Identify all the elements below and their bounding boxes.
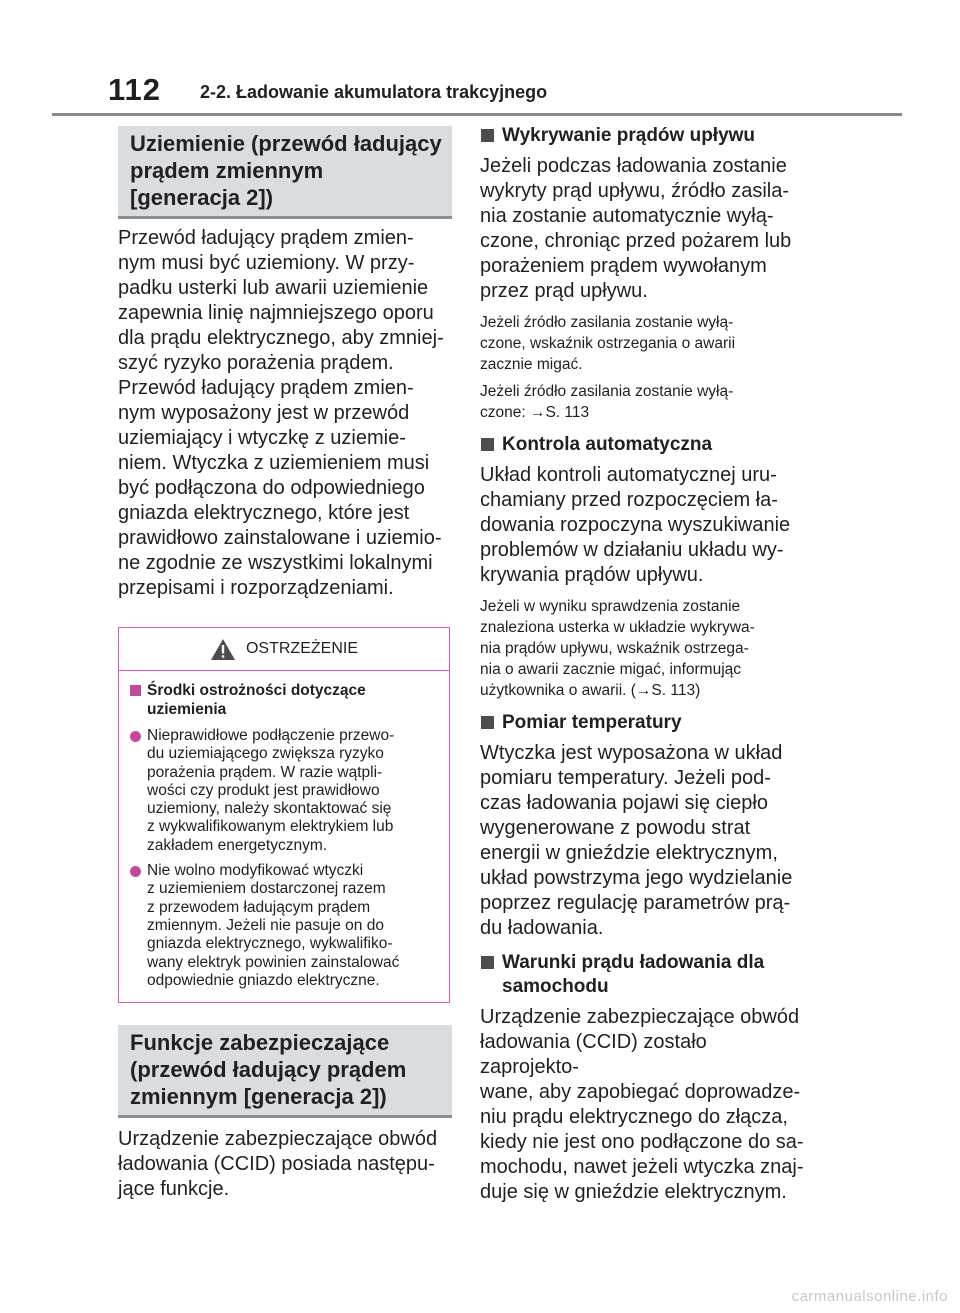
- section-heading-line: (przewód ładujący prądem: [130, 1057, 407, 1083]
- text-line: poprzez regulację parametrów prą-: [480, 892, 791, 914]
- text-line: znaleziona usterka w układzie wykrywa-: [480, 619, 755, 636]
- grounding-paragraph: [118, 226, 452, 601]
- text-line: gniazda elektrycznego, które jest: [118, 502, 410, 524]
- warning-box: [118, 627, 450, 1003]
- text-line: gniazda elektrycznego, wykwalifiko-: [147, 935, 393, 953]
- page-number: 112: [108, 72, 162, 107]
- text-line: ładowania (CCID) zostało zaprojekto-: [480, 1031, 707, 1078]
- text-line: Przewód ładujący prądem zmien-: [118, 227, 414, 249]
- text-line: Jeżeli źródło zasilania zostanie wyłą-: [480, 383, 734, 400]
- text-line: pomiaru temperatury. Jeżeli pod-: [480, 767, 771, 789]
- round-bullet-icon: [130, 731, 141, 742]
- square-bullet-icon: [481, 716, 494, 729]
- text-line: duje się w gnieździe elektrycznym.: [480, 1181, 787, 1203]
- leakage-detection-paragraph: [480, 154, 804, 304]
- text-line: Środki ostrożności dotyczące: [147, 682, 366, 699]
- square-bullet-icon: [481, 129, 494, 142]
- text-line: czone, wskaźnik ostrzegania o awarii: [480, 335, 736, 352]
- text-line: przepisami i rozporządzeniami.: [118, 577, 394, 599]
- text-line: du ładowania.: [480, 917, 604, 939]
- text-line: zakładem energetycznym.: [147, 836, 328, 854]
- subheading-text: Pomiar temperatury: [502, 712, 682, 733]
- text-line: porażeniem prądem wywołanym: [480, 255, 767, 277]
- text-line: Nie wolno modyfikować wtyczki: [147, 862, 364, 880]
- chapter-title: 2-2. Ładowanie akumulatora trakcyjnego: [200, 82, 548, 102]
- text-line: mochodu, nawet jeżeli wtyczka znaj-: [480, 1156, 804, 1178]
- text-line: krywania prądów upływu.: [480, 564, 704, 586]
- text-line: odpowiednie gniazdo elektryczne.: [147, 971, 380, 989]
- text-line: czone, chroniąc przed pożarem lub: [480, 230, 792, 252]
- warning-item: [129, 727, 439, 855]
- text-line: nym wyposażony jest w przewód: [118, 402, 410, 424]
- text-line: kiedy nie jest ono podłączone do sa-: [480, 1131, 804, 1153]
- subheading-text: Warunki prądu ładowania dla: [502, 952, 765, 973]
- text-line: z uziemieniem dostarczonej razem: [147, 880, 386, 898]
- text-line: chamiany przed rozpoczęciem ła-: [480, 489, 778, 511]
- page-header: [0, 0, 960, 116]
- square-bullet-icon: [481, 438, 494, 451]
- text-line: przez prąd upływu.: [480, 280, 648, 302]
- section-heading-line: Uziemienie (przewód ładujący: [130, 131, 442, 156]
- text-line: szyć ryzyko porażenia prądem.: [118, 352, 394, 374]
- warning-title-bar: [119, 628, 449, 671]
- warning-item: [129, 862, 439, 990]
- page-reference-link[interactable]: czone: →S. 113: [480, 404, 590, 421]
- text-line: du uziemiającego zwiększa ryzyko: [147, 745, 384, 763]
- section-heading-line: prądem zmiennym: [130, 158, 324, 183]
- text-line: Wtyczka jest wyposażona w układ: [480, 742, 783, 764]
- text-line: zmiennym. Jeżeli nie pasuje on do: [147, 916, 384, 934]
- text-line: Jeżeli podczas ładowania zostanie: [480, 155, 787, 177]
- text-line: prawidłowo zainstalowane i uziemio-: [118, 527, 442, 549]
- text-line: Nieprawidłowe podłączenie przewo-: [147, 727, 395, 744]
- right-column: [480, 124, 804, 1205]
- text-line: padku usterki lub awarii uziemienie: [118, 277, 429, 299]
- text-line: dowania rozpoczyna wyszukiwanie: [480, 514, 791, 536]
- warning-triangle-icon: [210, 638, 236, 661]
- text-line: ładowania (CCID) posiada następu-: [118, 1153, 435, 1176]
- text-line: wany elektryk powinien zainstalować: [147, 953, 400, 971]
- header-divider: [52, 113, 902, 116]
- text-line: energii w gnieździe elektrycznym,: [480, 842, 778, 864]
- text-line: dla prądu elektrycznego, aby zmniej-: [118, 327, 444, 349]
- warning-subheading: [129, 681, 439, 719]
- text-line: czas ładowania pojawi się ciepło: [480, 792, 768, 814]
- text-line: jące funkcje.: [118, 1178, 230, 1201]
- text-line: nym musi być uziemiony. W przy-: [118, 252, 415, 274]
- text-line: Jeżeli w wyniku sprawdzenia zostanie: [480, 598, 741, 615]
- left-column: [118, 126, 452, 1202]
- text-line: nia prądów upływu, wskaźnik ostrzega-: [480, 640, 749, 657]
- square-bullet-icon: [130, 685, 141, 696]
- subheading-leakage-detection: [480, 124, 804, 148]
- warning-title: OSTRZEŻENIE: [245, 640, 358, 657]
- text-line: Układ kontroli automatycznej uru-: [480, 464, 777, 486]
- protection-functions-paragraph: [118, 1127, 452, 1202]
- text-line: Urządzenie zabezpieczające obwód: [480, 1006, 800, 1028]
- text-line: ne zgodnie ze wszystkimi lokalnymi: [118, 552, 433, 574]
- text-line: zacznie migać.: [480, 356, 583, 373]
- page-reference-link[interactable]: użytkownika o awarii. (→S. 113): [480, 682, 701, 699]
- automatic-check-paragraph: [480, 463, 804, 588]
- section-heading-line: zmiennym [generacja 2]): [130, 1084, 387, 1110]
- warning-body: [119, 671, 449, 1002]
- text-line: porażenia prądem. W razie wątpli-: [147, 763, 383, 781]
- square-bullet-icon: [481, 956, 494, 969]
- subheading-text: samochodu: [502, 976, 609, 997]
- text-line: z wykwalifikowanym elektrykiem lub: [147, 818, 394, 836]
- temperature-paragraph: [480, 741, 804, 941]
- text-line: zapewnia linię najmniejszego oporu: [118, 302, 434, 324]
- text-line: niem. Wtyczka z uziemieniem musi: [118, 452, 430, 474]
- round-bullet-icon: [130, 866, 141, 877]
- subheading-automatic-check: [480, 433, 804, 457]
- text-line: układ powstrzyma jego wydzielanie: [480, 867, 793, 889]
- leakage-note: [480, 312, 804, 375]
- watermark: carmanualsonline.info: [791, 1288, 948, 1305]
- text-line: z przewodem ładującym prądem: [147, 898, 371, 916]
- automatic-check-note: [480, 596, 804, 701]
- text-line: nia zostanie automatycznie wyłą-: [480, 205, 774, 227]
- text-line: wane, aby zapobiegać doprowadze-: [480, 1081, 801, 1103]
- subheading-temperature-measurement: [480, 711, 804, 735]
- vehicle-current-paragraph: [480, 1005, 804, 1205]
- text-line: nia o awarii zacznie migać, informując: [480, 661, 742, 678]
- text-line: Przewód ładujący prądem zmien-: [118, 377, 414, 399]
- section-heading-line: Funkcje zabezpieczające: [130, 1030, 390, 1056]
- text-line: niu prądu elektrycznego do złącza,: [480, 1106, 788, 1128]
- subheading-text: Kontrola automatyczna: [502, 434, 713, 455]
- text-line: wygenerowane z powodu strat: [480, 817, 751, 839]
- section-heading-protection-functions: [118, 1025, 452, 1118]
- text-line: wykryty prąd upływu, źródło zasila-: [480, 180, 789, 202]
- text-line: uziemiony, należy skontaktować się: [147, 800, 392, 818]
- subheading-vehicle-current-conditions: [480, 951, 804, 999]
- leakage-reference-note: [480, 381, 804, 423]
- text-line: problemów w działaniu układu wy-: [480, 539, 784, 561]
- subheading-text: Wykrywanie prądów upływu: [502, 125, 756, 146]
- text-line: Urządzenie zabezpieczające obwód: [118, 1128, 438, 1151]
- text-line: wości czy produkt jest prawidłowo: [147, 781, 380, 799]
- text-line: Jeżeli źródło zasilania zostanie wyłą-: [480, 314, 734, 331]
- text-line: być podłączona do odpowiedniego: [118, 477, 425, 499]
- section-heading-grounding: [118, 126, 452, 219]
- text-line: uziemienia: [147, 701, 227, 718]
- section-heading-line: [generacja 2]): [130, 185, 274, 210]
- text-line: uziemiający i wtyczkę z uziemie-: [118, 427, 406, 449]
